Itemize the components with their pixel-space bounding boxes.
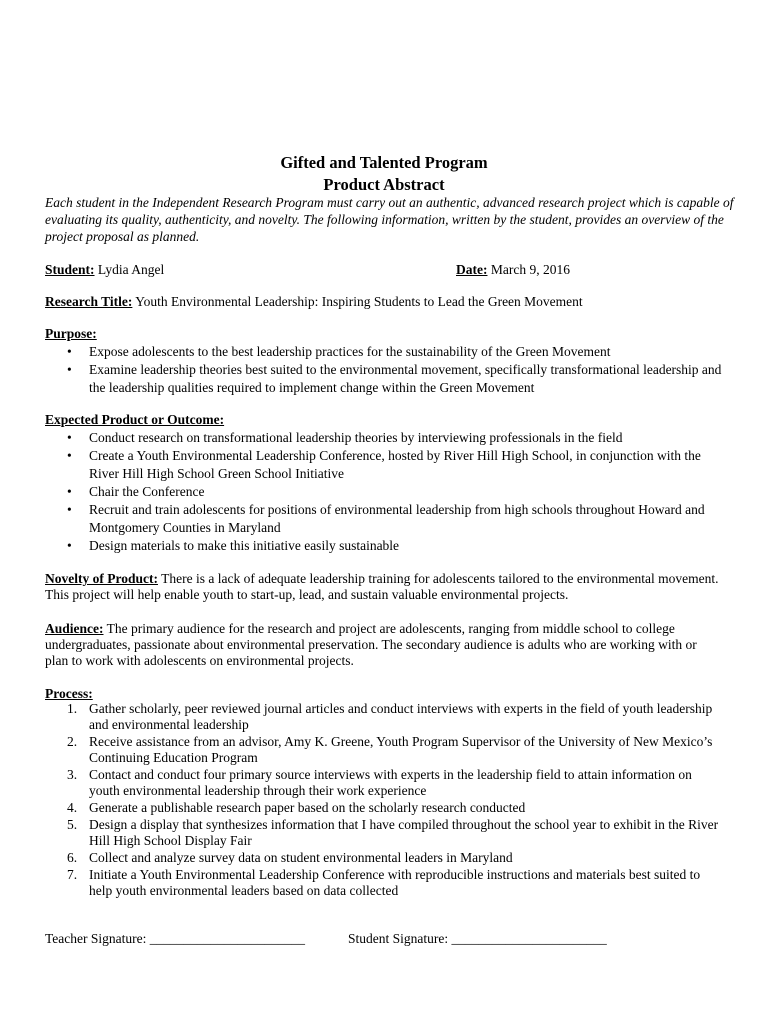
research-title-value: Youth Environmental Leadership: Inspiring Students to Lead the Green Movement — [135, 294, 583, 309]
list-item — [45, 767, 725, 799]
audience-label: Audience: — [45, 621, 104, 636]
student-signature-line[interactable]: Student Signature: _______________________ — [348, 931, 607, 946]
step-number: 2. — [67, 734, 78, 749]
expected-heading: Expected Product or Outcome: — [45, 412, 225, 427]
list-item — [45, 800, 725, 816]
process-heading: Process: — [45, 686, 93, 701]
student-name: Lydia Angel — [97, 262, 165, 277]
novelty-text: There is a lack of adequate leadership training for adolescents tailored to the environmental movement. This project will help enable youth to start-up, lead, and sustain valuable environmental projects. — [45, 571, 719, 602]
list-item-text: Generate a publishable research paper based on the scholarly research conducted — [89, 800, 526, 815]
list-item-text: Examine leadership theories best suited to the environmental movement, specifically transformational leadership and the leadership qualities required to implement change within the Green Movement — [89, 362, 722, 395]
student-label: Student: — [45, 262, 95, 277]
doc-title-line2: Product Abstract — [323, 175, 445, 194]
research-title-label: Research Title: — [45, 294, 133, 309]
list-item-text: Chair the Conference — [89, 484, 205, 499]
bullet-icon: • — [67, 362, 72, 377]
research-title-row — [45, 294, 725, 310]
list-item — [45, 734, 725, 766]
teacher-signature-line[interactable]: Teacher Signature: _______________________ — [45, 931, 306, 946]
list-item — [45, 850, 725, 866]
audience-paragraph — [45, 621, 721, 669]
list-item-text: Gather scholarly, peer reviewed journal articles and conduct interviews with experts in the field of youth leadership and environmental leadership — [89, 701, 713, 732]
list-item — [45, 867, 725, 899]
list-item — [45, 501, 725, 537]
list-item-text: Expose adolescents to the best leadership practices for the sustainability of the Green Movement — [89, 344, 611, 359]
list-item-text: Design a display that synthesizes information that I have compiled throughout the school year to exhibit in the River Hill High School Display Fair — [89, 817, 719, 848]
intro-paragraph: Each student in the Independent Research Program must carry out an authentic, advanced research project which is capable of evaluating its quality, authenticity, and novelty. The following information, written by the student, provides an overview of the project proposal as planned. — [45, 195, 734, 244]
step-number: 3. — [67, 767, 78, 782]
list-item-text: Collect and analyze survey data on student environmental leaders in Maryland — [89, 850, 513, 865]
purpose-heading: Purpose: — [45, 326, 97, 341]
date-value: March 9, 2016 — [490, 262, 570, 277]
step-number: 4. — [67, 800, 78, 815]
list-item-text: Design materials to make this initiative easily sustainable — [89, 538, 400, 553]
step-number: 5. — [67, 817, 78, 832]
list-item-text: Conduct research on transformational leadership theories by interviewing professionals in the field — [89, 430, 623, 445]
novelty-label: Novelty of Product: — [45, 571, 158, 586]
list-item — [45, 447, 725, 483]
list-item — [45, 361, 725, 397]
novelty-paragraph — [45, 571, 721, 603]
expected-list — [45, 429, 725, 555]
bullet-icon: • — [67, 430, 72, 445]
list-item — [45, 343, 725, 361]
list-item — [45, 817, 725, 849]
date-label: Date: — [456, 262, 488, 277]
bullet-icon: • — [67, 538, 72, 553]
process-list — [45, 701, 725, 900]
list-item — [45, 429, 725, 447]
step-number: 6. — [67, 850, 78, 865]
bullet-icon: • — [67, 448, 72, 463]
doc-title-line1: Gifted and Talented Program — [280, 153, 488, 172]
list-item-text: Initiate a Youth Environmental Leadership Conference with reproducible instructions and materials best suited to help youth environmental leaders based on data collected — [89, 867, 701, 898]
list-item — [45, 537, 725, 555]
purpose-list — [45, 343, 725, 397]
list-item-text: Create a Youth Environmental Leadership Conference, hosted by River Hill High School, in conjunction with the River Hill High School Green School Initiative — [89, 448, 701, 481]
list-item-text: Receive assistance from an advisor, Amy K. Greene, Youth Program Supervisor of the University of New Mexico’s Continuing Education Program — [89, 734, 713, 765]
list-item-text: Contact and conduct four primary source interviews with experts in the leadership field to attain information on youth environmental leadership through their work experience — [89, 767, 692, 798]
step-number: 7. — [67, 867, 78, 882]
audience-text: The primary audience for the research and project are adolescents, ranging from middle school to college undergraduates, passionate about environmental preservation. The secondary audience is adults who are working with or plan to work with adolescents on environmental projects. — [45, 621, 697, 668]
date-row — [456, 262, 736, 278]
step-number: 1. — [67, 701, 78, 716]
bullet-icon: • — [67, 344, 72, 359]
bullet-icon: • — [67, 502, 72, 517]
list-item — [45, 701, 725, 733]
bullet-icon: • — [67, 484, 72, 499]
list-item-text: Recruit and train adolescents for positions of environmental leadership from high schools throughout Howard and Montgomery Counties in Maryland — [89, 502, 705, 535]
list-item — [45, 483, 725, 501]
